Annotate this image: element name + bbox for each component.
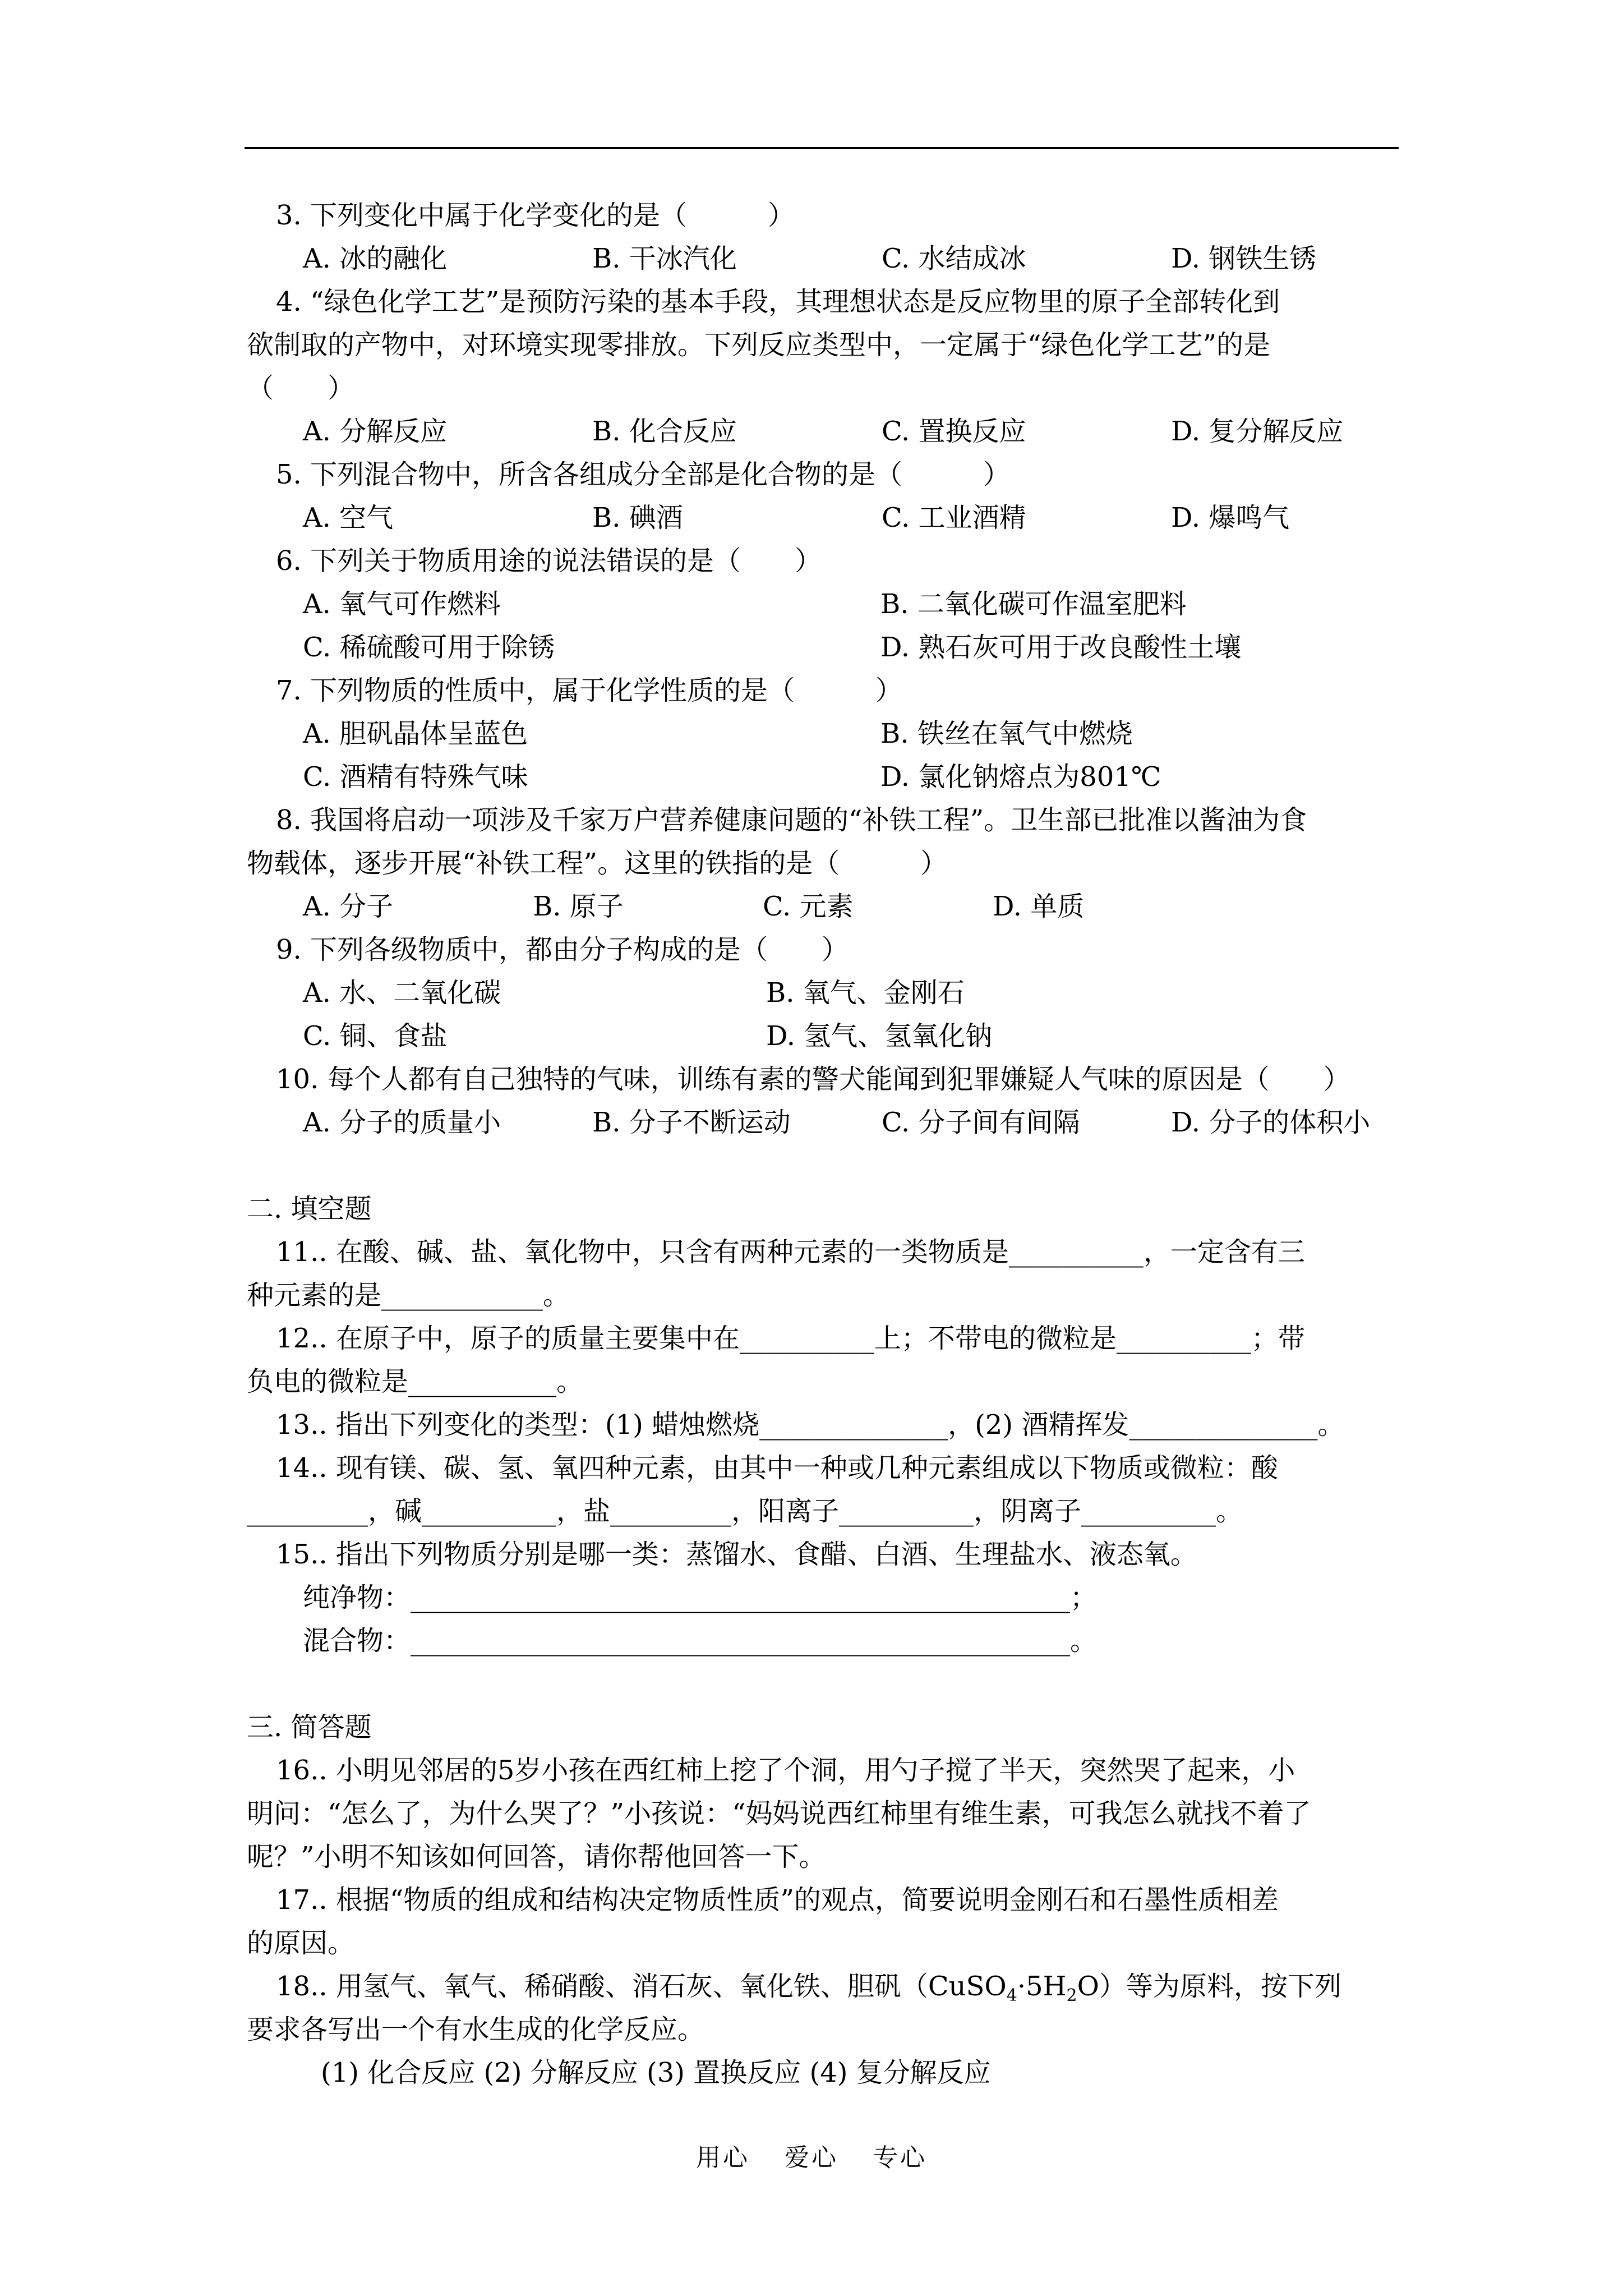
option: A. 空气 <box>303 502 394 533</box>
question-9-options-row <box>247 972 1424 1015</box>
option: D. 钢铁生锈 <box>1171 243 1317 274</box>
question-6-options-row <box>247 626 1424 669</box>
question-14-line: 14.. 现有镁、碳、氢、氧四种元素，由其中一种或几种元素组成以下物质或微粒：酸 <box>276 1452 1278 1484</box>
option: D. 氢气、氢氧化钠 <box>766 1020 993 1052</box>
question-8-options <box>247 885 1424 928</box>
option: A. 分子 <box>303 891 394 922</box>
question-7-options-row <box>247 756 1424 799</box>
question-16-line: 明问：“怎么了，为什么哭了？”小孩说：“妈妈说西红柿里有维生素，可我怎么就找不着了 <box>247 1798 1311 1829</box>
question-4-stem-line: 欲制取的产物中，对环境实现零排放。下列反应类型中，一定属于“绿色化学工艺”的是 <box>247 329 1271 361</box>
question-13-line: 13.. 指出下列变化的类型：(1) 蜡烛燃烧______________，(2) 酒精挥发______________。 <box>276 1409 1345 1441</box>
question-12-line: 负电的微粒是___________。 <box>247 1366 584 1397</box>
question-4-stem-line: （ ） <box>247 372 355 404</box>
option: C. 铜、食盐 <box>303 1020 448 1052</box>
option: A. 冰的融化 <box>303 243 448 274</box>
question-18-line <box>247 1965 1424 2008</box>
question-6-stem: 6. 下列关于物质用途的说法错误的是（ ） <box>276 545 822 577</box>
question-5-options <box>247 496 1424 540</box>
q18-text: 18.. 用氢气、氧气、稀硝酸、消石灰、氧化铁、胆矾（CuSO <box>276 1971 1007 2002</box>
question-15-line: 15.. 指出下列物质分别是哪一类：蒸馏水、食醋、白酒、生理盐水、液态氧。 <box>276 1539 1197 1570</box>
option: B. 干冰汽化 <box>592 243 737 274</box>
question-10-stem: 10. 每个人都有自己独特的气味，训练有素的警犬能闻到犯罪嫌疑人气味的原因是（ ） <box>276 1064 1350 1095</box>
footer-word: 爱心 <box>785 2143 838 2172</box>
question-18-line: 要求各写出一个有水生成的化学反应。 <box>247 2014 705 2045</box>
question-18-parts: (1) 化合反应 (2) 分解反应 (3) 置换反应 (4) 复分解反应 <box>321 2057 991 2088</box>
option: A. 分解反应 <box>303 416 448 447</box>
option: C. 分子间有间隔 <box>882 1107 1080 1138</box>
question-6-options-row <box>247 583 1424 626</box>
option: C. 水结成冰 <box>882 243 1026 274</box>
option: D. 单质 <box>993 891 1085 922</box>
question-12-line: 12.. 在原子中，原子的质量主要集中在__________上；不带电的微粒是__________；带 <box>276 1323 1305 1354</box>
question-7-options-row <box>247 712 1424 756</box>
question-14-line: _________，碱__________，盐_________，阳离子__________，阴离子__________。 <box>247 1496 1243 1527</box>
question-16-line: 呢？”小明不知该如何回答，请你帮他回答一下。 <box>247 1841 826 1872</box>
question-9-options-row <box>247 1015 1424 1058</box>
option: D. 氯化钠熔点为801℃ <box>880 761 1161 793</box>
question-7-stem: 7. 下列物质的性质中，属于化学性质的是（ ） <box>276 675 903 706</box>
section-2-title: 二. 填空题 <box>247 1193 372 1225</box>
subscript: 4 <box>1006 1986 1017 2005</box>
option: C. 置换反应 <box>882 416 1026 447</box>
page-footer <box>0 2137 1623 2173</box>
q18-text: ·5H <box>1017 1971 1067 2002</box>
question-4-options <box>247 410 1424 453</box>
question-4-stem-line: 4. “绿色化学工艺”是预防污染的基本手段，其理想状态是反应物里的原子全部转化到 <box>276 286 1280 318</box>
option: B. 化合反应 <box>592 416 737 447</box>
option: D. 复分解反应 <box>1171 416 1344 447</box>
q18-text: O）等为原料，按下列 <box>1077 1971 1341 2002</box>
question-3-stem: 3. 下列变化中属于化学变化的是（ ） <box>276 200 795 231</box>
option: B. 原子 <box>533 891 624 922</box>
option: A. 分子的质量小 <box>303 1107 501 1138</box>
exam-content <box>247 194 1424 2095</box>
question-15-pure-substances: 纯净物：_________________________________________________； <box>303 1582 1098 1613</box>
question-11-line: 11.. 在酸、碱、盐、氧化物中，只含有两种元素的一类物质是__________，一定含有三 <box>276 1236 1305 1268</box>
spacer <box>247 1144 1424 1188</box>
question-9-stem: 9. 下列各级物质中，都由分子构成的是（ ） <box>276 934 849 965</box>
question-10-options <box>247 1101 1424 1144</box>
option: A. 水、二氧化碳 <box>303 977 501 1009</box>
option: B. 碘酒 <box>592 502 683 533</box>
option: A. 胆矾晶体呈蓝色 <box>303 718 528 749</box>
header-rule <box>245 147 1399 149</box>
question-11-line: 种元素的是____________。 <box>247 1280 570 1311</box>
option: C. 稀硫酸可用于除锈 <box>303 632 555 663</box>
footer-word: 用心 <box>696 2143 750 2172</box>
question-17-line: 17.. 根据“物质的组成和结构决定物质性质”的观点，简要说明金刚石和石墨性质相差 <box>276 1884 1279 1916</box>
option: C. 工业酒精 <box>882 502 1026 533</box>
question-8-stem-line: 物载体，逐步开展“补铁工程”。这里的铁指的是（ ） <box>247 848 948 879</box>
option: B. 氧气、金刚石 <box>766 977 965 1009</box>
option: B. 分子不断运动 <box>592 1107 791 1138</box>
spacer <box>247 1663 1424 1706</box>
question-17-line: 的原因。 <box>247 1927 355 1959</box>
question-15-mixtures: 混合物：_________________________________________________。 <box>303 1625 1098 1657</box>
option: B. 铁丝在氧气中燃烧 <box>880 718 1133 749</box>
option: D. 熟石灰可用于改良酸性土壤 <box>880 632 1242 663</box>
question-5-stem: 5. 下列混合物中，所含各组成分全部是化合物的是（ ） <box>276 459 1011 490</box>
section-3-title: 三. 简答题 <box>247 1711 372 1743</box>
option: D. 分子的体积小 <box>1171 1107 1371 1138</box>
question-8-stem-line: 8. 我国将启动一项涉及千家万户营养健康问题的“补铁工程”。卫生部已批准以酱油为食 <box>276 804 1307 836</box>
option: A. 氧气可作燃料 <box>303 588 501 620</box>
option: C. 酒精有特殊气味 <box>303 761 528 793</box>
option: B. 二氧化碳可作温室肥料 <box>880 588 1187 620</box>
option: C. 元素 <box>763 891 854 922</box>
subscript: 2 <box>1066 1986 1077 2005</box>
question-3-options <box>247 237 1424 280</box>
question-16-line: 16.. 小明见邻居的5岁小孩在西红柿上挖了个洞，用勺子搅了半天，突然哭了起来，小 <box>276 1755 1295 1786</box>
footer-word: 专心 <box>873 2143 927 2172</box>
option: D. 爆鸣气 <box>1171 502 1290 533</box>
